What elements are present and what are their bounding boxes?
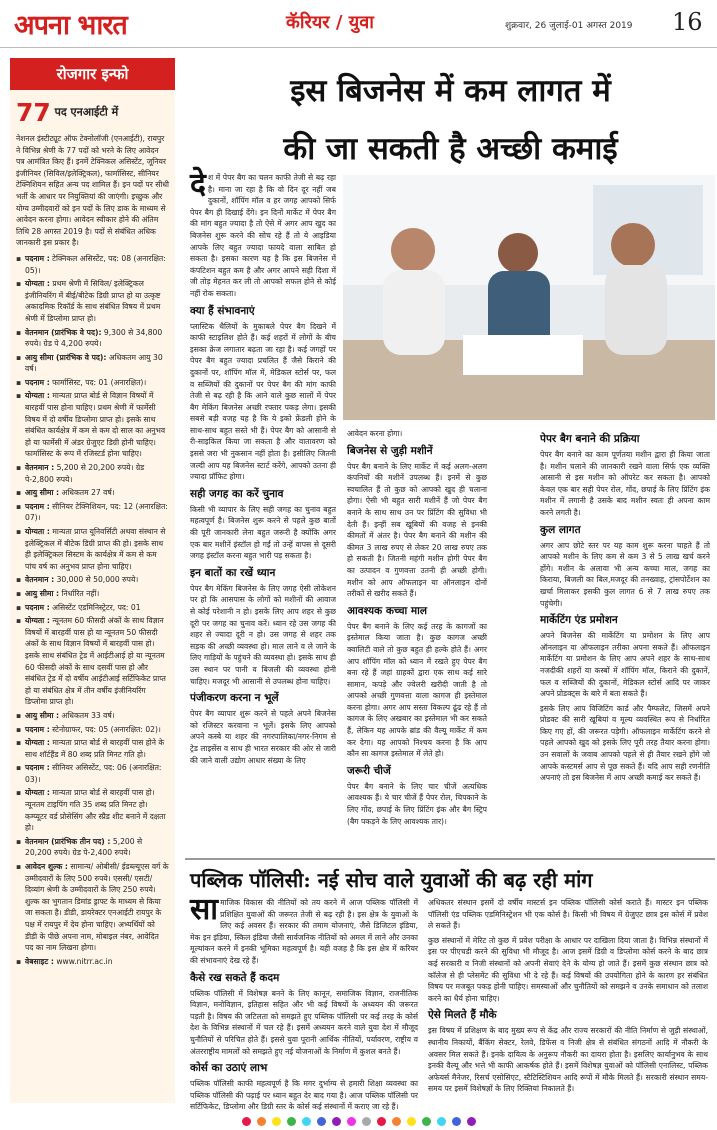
masthead [0, 0, 717, 48]
sidebar-list-item [16, 836, 169, 859]
para-possibilities: प्लास्टिक थैलियों के मुकाबले पेपर बैग दिखने में काफी स्टाइलिश होते हैं। कई शहरों में लोगों के बीच इसका क्रेज लगातार बढ़ता जा रहा है। कई जगहों पर पेपर बैग बहुत ज्यादा प्रचलित हैं जैसे किराने की दुकानों पर, शॉपिंग मॉल में, मेडिकल स्टोर्स पर, फल व सब्जियों की दुकानों पर पेपर बैग की मांग काफी तेजी से बढ़ रही है कि आने वाले कुछ सालों में पेपर बैग मेकिंग बिजनेस अच्छी रफ्तार पकड़ लेगा। इसकी सबसे बड़ी वजह यह है कि ये इको फ्रेंडली होने के साथ-साथ बहुत सस्ते भी हैं। पेपर बैग को आसानी से री-साइकिल किया जा सकता है और वातावरण को इससे जरा भी नुकसान नहीं होता है। इसीलिए जितनी जल्दी आप यह बिजनेस स्टार्ट करेंगे, आपको उतना ही ज्यादा प्रॉफिट होगा। [190, 321, 336, 482]
sidebar-item-value: फार्मासिस्ट, पद: 01 (अनारक्षित)। [52, 377, 147, 387]
para-right-1: अधिकतर संस्थान इसमें दो वर्षीय मास्टर्स इन पब्लिक पॉलिसी कोर्स कराते हैं। मास्टर इन पब्लिक पॉलिसी एंड पब्लिक एडमिनिस्ट्रेशन भी एक कोर्स है। किसी भी विषय में ग्रेजुएट छात्र इस कोर्स में प्रवेश ले सकते हैं। [428, 898, 708, 931]
sidebar-item-key: योग्यता : [25, 788, 50, 798]
subhead-process: पेपर बैग बनाने की प्रक्रिया [540, 433, 640, 445]
sidebar-item-value: मान्यता प्राप्त यूनिवर्सिटी अथवा संस्थान से इलेक्ट्रिकल में बीटेक डिग्री प्राप्त की हो। इसके साथ ही इलेक्ट्रिकल सिस्टम के कार्यक्षेत्र में कम से कम पांच वर्ष का अनुभव प्राप्त होना चाहिए। [25, 527, 166, 571]
color-dots-footer [0, 1112, 717, 1130]
para-care: पेपर बैग मेकिंग बिजनेस के लिए जगह ऐसी लोकेशन पर हो कि आसपास के लोगों को मशीनों की आवाज से कोई परेशानी न हो। इसके लिए आप शहर से कुछ दूरी पर जगह का चुनाव करें। ध्यान रहे उस जगह की शहर से ज्यादा दूरी न हो। उस जगह से शहर तक सड़क की अच्छी व्यवस्था हो। माल लाने व ले जाने के लिए गाड़ियों के पहुंचने की व्यवस्था हो। इसके साथ ही उस स्थान पर पानी व बिजली की व्यवस्था होनी चाहिए। मजदूर भी आसानी से उपलब्ध होना चाहिए। [190, 583, 336, 686]
sidebar-item-key: वेतनमान : [25, 575, 55, 585]
sidebar-list-item [16, 501, 169, 524]
subhead-how-to-start: कैसे रख सकते हैं कदम [190, 971, 280, 984]
sidebar-item-key: आयु सीमा : [25, 588, 60, 598]
sidebar-list-item [16, 253, 169, 276]
page-number: 16 [672, 8, 703, 36]
sidebar-list-item [16, 602, 169, 614]
subhead-essentials: जरूरी चीजें [347, 764, 391, 777]
sidebar-item-key: योग्यता : [25, 391, 50, 401]
sidebar-item-value: मान्यता प्राप्त बोर्ड से विज्ञान विषयों में बारहवीं पास होना चाहिए। प्रथम श्रेणी में फार्मेसी विषय में दो वर्षीय डिप्लोमा प्राप्त हो। इसके साथ संबंधित कार्यक्षेत्र में कम से कम दो साल का अनुभव हो या फार्मेसी में अंडर ग्रेजुएट डिग्री होनी चाहिए। फार्मासिस्ट के रूप में रजिस्टर्ड होना चाहिए। [25, 391, 166, 459]
sidebar-item-key: आयु सीमा : [25, 488, 60, 498]
sidebar-item-key: पदनाम : [25, 602, 50, 612]
color-dot [422, 1117, 431, 1126]
bottom-lead: सा माजिक विकास की नीतियों को तय करने में आज पब्लिक पॉलिसी में प्रशिक्षित युवाओं की जरूरत तेजी से बढ़ रही है। इस क्षेत्र के युवाओं के लिए कई अवसर हैं। सरकार की तमाम योजनाएं, जैसे डिजिटल इंडिया, मेक इन इंडिया, स्किल इंडिया जैसी सार्वजनिक नीतियों को अमल में लाने और उनका मूल्यांकन करने में इनकी भूमिका महत्वपूर्ण है। यही वजह है कि इस क्षेत्र में करियर की संभावनाएं देख रहे हैं। [190, 892, 418, 965]
lead-paragraph: दे श में पेपर बैग का चलन काफी तेजी से बढ़ रहा है। माना जा रहा है कि वो दिन दूर नहीं जब दुकानों, शॉपिंग मॉल व हर जगह आपको सिर्फ पेपर बैग ही दिखाई देंगे। इन दिनों मार्केट में पेपर बैग की मांग बहुत ज्यादा है तो ऐसे में अगर आप खुद का बिजनेस शुरू करने की सोच रहे हैं तो ये आइडिया आपके लिए बहुत ज्यादा फायदे वाला साबित हो सकता है। इसका कारण यह है कि इस बिजनेस में कंपटिशन बहुत कम है और अगर आपने सही दिशा में जी तोड़ मेहनत कर ली तो आपको सफल होने से कोई नहीं रोक सकता। [190, 167, 336, 298]
color-dot [467, 1117, 476, 1126]
sidebar-item-value: 5,200 से 20,200 रुपये। ग्रेड पे-2,800 रुपये। [25, 463, 145, 484]
para-how-to-start: पब्लिक पॉलिसी में विशेषज्ञ बनने के लिए कानून, समाजिक विज्ञान, राजनीतिक विज्ञान, मनोविज्ञान, इतिहास सहित और भी कई विषयों के अध्ययन की जरूरत पड़ती है। विषय की जटिलता को समझते हुए पब्लिक पॉलिसी पर कई तरह के कोर्स देश के विभिन्न संस्थानों में चल रहे हैं। इसमें अध्ययन करने वाले युवा देश में मौजूद चुनौतियों से परिचित होते हैं। इससे युवा पूरानी आर्थिक नीतियों, पर्यावरण, राष्ट्रीय व अंतरराष्ट्रीय मामलों को समझते हुए नई योजनाओं के निर्माण में कुशल बनते हैं। [190, 988, 418, 1056]
sidebar-item-value: 5,200 से 20,200 रुपये। ग्रेड पे-2,400 रुपये। [25, 836, 143, 858]
bottom-column-1 [190, 892, 418, 1112]
subhead-opportunities: ऐसे मिलते हैं मौके [428, 1009, 497, 1022]
job-info-sidebar [10, 58, 175, 1103]
sidebar-list-item [16, 737, 169, 760]
sidebar-intro: नेशनल इंस्टीट्यूट ऑफ टेक्नोलॉजी (एनआईटी), रायपुर ने विभिन्न श्रेणी के 77 पदों को भरने के लिए आवेदन पत्र आमंत्रित किए हैं। इनमें टेक्निकल असिस्टेंट, जूनियर इंजीनियर (सिविल/इलेक्ट्रिकल), फार्मासिस्ट, सीनियर टेक्निशियन सहित अन्य पद शामिल हैं। इन पदों पर सीधी भर्ती के आधार पर नियुक्तियां की जाएंगी। इच्छुक और योग्य उम्मीदवारों को इन पदों के लिए डाक के माध्यम से आवेदन करना होगा। आवेदन स्वीकार होने की अंतिम तिथि 28 अगस्त 2019 है। पदों से संबंधित अधिक जानकारी इस प्रकार है। [16, 134, 170, 248]
sidebar-item-key: योग्यता : [25, 279, 50, 289]
sidebar-list-item [16, 352, 169, 375]
para-opportunities: इस विषय में प्रशिक्षण के बाद मुख्य रूप से केंद्र और राज्य सरकारों की नीति निर्माण से जुड़ी संस्थाओं, स्थानीय निकायों, बैंकिंग सेक्टर, रेलवे, डिफेंस व निजी क्षेत्र से संबंधित संगठनों आदि में नौकरी के अवसर मिल सकते हैं। इनके दायित्व के अनुरूप नौकरी का दायरा होता है। इसलिए कार्यानुभव के साथ इनकी वैल्यू और भत्ते भी काफी आकर्षक होते हैं। इसमें विशेषज्ञ युवाओं को पॉलिसी एनालिस्ट, पब्लिक अफेयर्स मैनेजर, रिसर्च एसोसिएट, स्टैटिस्टिशियन आदि रूपों में मौके मिलते हैं। सरकारी संस्थान समय-समय पर इसमें विशेषज्ञों के लिए रिक्तियां निकालते हैं। [428, 1026, 708, 1094]
section-divider [185, 858, 715, 860]
sidebar-item-key: वेबसाइट : [25, 956, 54, 966]
sidebar-title-text: पद एनआईटी में [54, 105, 119, 119]
sidebar-item-key: आवेदन शुल्क : [25, 862, 68, 872]
sidebar-list-item [16, 710, 169, 722]
bottom-dropcap: सा [190, 892, 219, 927]
sidebar-item-value: 9,300 से 34,800 रुपये। ग्रेड पे 4,200 रुपये। [25, 327, 163, 349]
para-registration: पेपर बैग व्यापार शुरू करने से पहले अपने बिजनेस को रजिस्टर करवाना न भूलें। इसके लिए आपको अपने कस्बे या शहर की नगरपालिका/नगर-निगम से ट्रेड लाइसेंस व साथ ही भारत सरकार की ओर से जारी की जाने वाली उद्योग आधार संख्या के लिए [190, 709, 336, 765]
sidebar-list-item [16, 956, 169, 968]
sidebar-list-item [16, 724, 169, 736]
dropcap: दे [190, 167, 206, 202]
sidebar-list-item [16, 526, 169, 572]
sidebar-item-value: असिस्टेंट एडमिनिस्ट्रेटर, पद: 01 [52, 602, 141, 612]
sidebar-list-item [16, 588, 169, 600]
subhead-marketing: मार्केटिंग एंड प्रमोशन [540, 614, 618, 627]
para-cost: अगर आप छोटे स्तर पर यह काम शुरू करना चाहते हैं तो आपको मशीन के लिए कम से कम 3 से 5 लाख खर्च करने होंगे। मशीन के अलावा भी अन्य कच्चा माल, जगह का किराया, बिजली का बिल,मजदूर की तनख्वाह, ट्रांसपोर्टेशन का खर्चा मिलाकर इसकी कुल लागत 6 से 7 लाख रुपए तक पहुंचेगी। [540, 540, 710, 608]
sidebar-item-key: पदनाम : [25, 377, 50, 387]
sidebar-item-value: सीनियर टेक्निशियन, पद: 12 (अनारक्षित: 07)। [25, 501, 168, 523]
sidebar-list-item [16, 487, 169, 499]
para-right-2: कुछ संस्थानों में मेरिट तो कुछ में प्रवेश परीक्षा के आधार पर दाखिला दिया जाता है। विभिन्न संस्थानों में इस पर पीएचडी करने की सुविधा भी मौजूद है। आज इसमें डिग्री व डिप्लोमा कोर्स करने के बाद छात्र कई सरकारी व निजी संस्थानों को अपनी सेवाएं देने के योग्य हो जाते हैं। इसमें कुछ संस्थान छात्र को कॉलेज से ही प्लेसमेंट की सुविधा भी दे रहे हैं। कई विषयों की उपयोगिता होने के कारण हर संबंधित विषय पर मजबूत पकड़ होनी चाहिए। समस्याओं और चुनौतियों को समझने व उनके समाधान को तलाश करने का धैर्य होना चाहिए। [428, 935, 708, 1003]
color-dot [347, 1117, 356, 1126]
color-dot [452, 1117, 461, 1126]
headline-line-2: की जा सकती है अच्छी कमाई [283, 131, 618, 167]
sidebar-item-key: आयु सीमा (प्रारंभिक वे पद): [25, 352, 107, 362]
sidebar-item-key: योग्यता : [25, 738, 50, 748]
sidebar-title [16, 98, 169, 127]
office-team-photo [343, 175, 715, 420]
subhead-raw-material: आवश्यक कच्चा माल [347, 604, 428, 617]
sidebar-item-value: मान्यता प्राप्त बोर्ड से बारहवीं पास होने के साथ शॉर्टहैंड में 80 शब्द प्रति मिनट गति हो। [25, 738, 165, 759]
sidebar-item-value: टेक्निकल असिस्टेंट, पद: 08 (अनारक्षित: 05)। [25, 253, 166, 275]
sidebar-item-key: आयु सीमा : [25, 710, 60, 720]
color-dot [242, 1117, 251, 1126]
sidebar-item-key: योग्यता : [25, 527, 50, 536]
para-essentials: पेपर बैग बनाने के लिए चार चीजें अत्यधिक आवश्यक हैं। ये चार चीजें हैं पेपर रोल, चिपकाने के लिए गोंद, छपाई के लिए प्रिंटिंग इंक और बैग स्ट्रिप (बैग पकड़ने के लिए आवश्यक तार)। [347, 781, 487, 826]
bottom-headline: पब्लिक पॉलिसी: नई सोच वाले युवाओं की बढ़ रही मांग [190, 868, 593, 892]
article-column-2 [347, 428, 487, 848]
sidebar-item-value: न्यूनतम 60 फीसदी अंकों के साथ विज्ञान विषयों में बारहवीं पास हो या न्यूनतम 50 फीसदी अंकों के साथ विज्ञान विषयों में बारहवीं पास हो। इसके साथ संबंधित ट्रेड में आईटीआई हो या न्यूनतम 60 फीसदी अंकों के साथ दसवीं पास हो और संबंधित ट्रेड में दो वर्षीय आईटीआई सर्टिफिकेट प्राप्त हो या संबंधित क्षेत्र में तीन वर्षीय इंजीनियरिंग डिप्लोमा प्राप्त हो। [25, 616, 166, 707]
para-marketing-1: अपने बिजनेस की मार्केटिंग या प्रमोशन के लिए आप ऑनलाइन या ऑफलाइन तरीका अपना सकते हैं। ऑफलाइन मार्केटिंग या प्रमोशन के लिए आप अपने शहर के साथ-साथ नजदीकी शहरों या कस्बों में शॉपिंग मॉल, किराने की दुकानें, फल व सब्जियों की दुकानों, मेडिकल स्टोर्स आदि पर जाकर अपने प्रोडक्ट्स के बारे में बता सकते हैं। [540, 631, 710, 699]
sidebar-item-key: पदनाम : [25, 763, 50, 773]
sidebar-item-value: प्रथम श्रेणी में सिविल/ इलेक्ट्रिकल इंजीनियरिंग में बीई/बीटेक डिग्री प्राप्त हो या उत्कृष्ट अकादमिक रिकॉर्ड के साथ संबंधित विषय में प्रथम श्रेणी में डिप्लोमा प्राप्त हो। [25, 279, 161, 323]
sidebar-list-item [16, 377, 169, 389]
subhead-registration: पंजीकरण करना न भूलें [190, 692, 279, 705]
issue-date: शुक्रवार, 26 जुलाई-01 अगस्त 2019 [505, 21, 633, 31]
article-column-3 [540, 428, 710, 848]
color-dot [287, 1117, 296, 1126]
sidebar-list-item [16, 762, 169, 785]
color-dot [302, 1117, 311, 1126]
sidebar-list-item [16, 327, 169, 350]
color-dot [437, 1117, 446, 1126]
sidebar-item-value: अधिकतम 33 वर्ष। [61, 710, 115, 720]
subhead-cost: कुल लागत [540, 523, 581, 536]
sidebar-item-key: योग्यता : [25, 616, 50, 626]
article-column-1 [190, 167, 336, 852]
sidebar-header: रोजगार इन्फो [10, 58, 175, 90]
color-dot [272, 1117, 281, 1126]
color-dot [317, 1117, 326, 1126]
sidebar-item-value: 30,000 से 50,000 रुपये। [56, 575, 139, 585]
sidebar-item-value: www.nitrr.ac.in [56, 956, 113, 966]
sidebar-item-value: मान्यता प्राप्त बोर्ड से बारहवीं पास हो। न्यूनतम टाइपिंग गति 35 शब्द प्रति मिनट हो। कम्प्यूटर वर्ड प्रोसेसिंग और स्प्रैड शीट बनाने में दक्षता हो। [25, 788, 166, 833]
sidebar-list-item [16, 278, 169, 324]
subhead-care: इन बातों का रखें ध्यान [190, 566, 276, 579]
sidebar-list-item [16, 390, 169, 460]
subhead-possibilities: क्या हैं संभावनाएं [190, 304, 255, 317]
color-dot [257, 1117, 266, 1126]
sidebar-list-item [16, 462, 169, 485]
sidebar-item-key: वेतनमान : [25, 463, 55, 473]
para-marketing-2: इसके लिए आप विजिटिंग कार्ड और पैम्फलेट, जिसमें अपने प्रोडक्ट की सारी खूबियां व मूल्य व्यवस्थित रूप से निर्धारित किए गए हों, की जरूरत पड़ेगी। ऑफलाइन मार्केटिंग करने से पहले आपको खुद को इसके लिए पूरी तरह तैयार करना होगा। उन सवालों के जवाब आपको पहले से ही तैयार रखने होंगे जो आपके कस्टमर्स आप से पूछ सकते हैं। यदि आप सही रणनीति अपनाएं तो इस बिजनेस में आप अच्छी कमाई कर सकते हैं। [540, 703, 710, 783]
sidebar-item-key: वेतनमान (प्रारंभिक तीन पद) : [25, 836, 111, 846]
headline-line-1: इस बिजनेस में कम लागत में [290, 73, 611, 109]
bottom-column-2 [428, 897, 708, 1112]
color-dot [392, 1117, 401, 1126]
subhead-machines: बिजनेस से जुड़ी मशीनें [347, 444, 433, 457]
color-dot [407, 1117, 416, 1126]
newspaper-brand: अपना भारत [14, 10, 127, 41]
sidebar-item-key: पदनाम : [25, 724, 50, 734]
sidebar-item-value: निर्धारित नहीं। [61, 588, 100, 598]
sidebar-item-value: अधिकतम आयु 30 वर्ष। [25, 352, 163, 374]
sidebar-item-value: सामान्य/ ओबीसी/ ईडब्ल्यूएस वर्ग के उम्मीदवारों के लिए 500 रुपये। एससी/ एसटी/ दिव्यांग श्रेणी के उम्मीदवारों के लिए 250 रुपये। शुल्क का भुगतान डिमांड ड्राफ्ट के माध्यम से किया जा सकता है। डीडी, डायरेक्टर एनआईटी रायपुर के पक्ष में रायपुर में देय होना चाहिए। अभ्यर्थियों को डीडी के पीछे अपना नाम, मोबाइल नंबर, आवेदित पद का नाम लिखना होगा। [25, 862, 169, 953]
sidebar-item-key: वेतनमान (प्रारंभिक वे पद): [25, 327, 102, 337]
para-machines: पेपर बैग बनाने के लिए मार्केट में कई अलग-अलग कंपनियों की मशीनें उपलब्ध हैं। इनमें से कुछ स्वचालित हैं तो कुछ को आपको खुद ही चलाना होगा। ऐसी भी बहुत सारी मशीनें हैं जो पेपर बैग बनाने के साथ साथ उन पर प्रिंटिंग की सुविधा भी देती हैं। इन्हीं सब खूबियों की वजह से इनकी कीमतों में अंतर है। पेपर बैग बनाने की मशीन की कीमत 3 लाख रुपए से लेकर 20 लाख रुपए तक हो सकती है। जितनी महंगी मशीन होगी पेपर बैग का उत्पादन व गुणवत्ता उतनी ही अच्छी होगी। मशीन को आप ऑफलाइन या ऑनलाइन दोनों तरीकों से खरीद सकते हैं। [347, 461, 487, 599]
sidebar-list-item [16, 787, 169, 833]
para-courses: पब्लिक पॉलिसी काफी महत्वपूर्ण है कि मगर दुर्भाग्य से हमारी शिक्षा व्यवस्था का पब्लिक पॉलिसी की पढ़ाई पर ध्यान बहुत देर बाद गया है। आज पब्लिक पॉलिसी पर सर्टिफिकेट, डिप्लोमा और डिग्री स्तर के कोर्स कई संस्थानों में कराए जा रहे हैं। [190, 1079, 418, 1112]
vacancy-count: 77 [16, 98, 51, 127]
sidebar-item-value: अधिकतम 27 वर्ष। [61, 488, 115, 498]
para-raw-material: पेपर बैग बनाने के लिए कई तरह के कागजों का इस्तेमाल किया जाता है। कुछ कागज अच्छी क्वालिटी वाले तो कुछ बहुत ही हल्के होते हैं। अगर आप शॉपिंग मॉल को ध्यान में रखते हुए पेपर बैग बना रहे हैं जहां ग्राहकों द्वारा एक साथ कई सारे सामान, कपड़े और ज्वेलरी खरीदी जाती है तो आपको अच्छी गुणवत्ता वाला कागज ही इस्तेमाल करना होगा। अगर आप सस्ता विकल्प ढूंढ रहे हैं तो कागज के लिए अखबार का इस्तेमाल भी कर सकते हैं, लेकिन यह आपके ब्रांड की वैल्यू मार्केट में कम कर देगा। यह आपको निश्चय करना है कि आप कौन सा कागज इस्तेमाल में लेते हो। [347, 621, 487, 759]
para-continued: आवेदन करना होगा। [347, 429, 403, 438]
para-process: पेपर बैग बनाने का काम पूर्णतया मशीन द्वारा ही किया जाता है। मशीन चलाने की जानकारी रखने वाला सिर्फ एक व्यक्ति आसानी से इस मशीन को ऑपरेट कर सकता है। आपको केवल एक बार सही पेपर रोल, गोंद, छपाई के लिए प्रिंटिंग इंक मशीन में लगानी है उसके बाद मशीन स्वतः ही अपना काम करने लगती है। [540, 450, 710, 517]
para-place: किसी भी व्यापार के लिए सही जगह का चुनाव बहुत महत्वपूर्ण है। बिजनेस शुरू करने से पहले कुछ बातों की पूरी जानकारी लेना बहुत जरूरी है क्योंकि अगर एक बार मशीनें इंस्टॉल हो गईं तो उन्हें वापस से दूसरी जगह इंस्टॉल करना बहुत भारी पड़ सकता है। [190, 504, 336, 561]
main-headline [188, 62, 713, 178]
sidebar-list-item [16, 615, 169, 708]
sidebar-item-value: सीनियर असिस्टेंट, पद: 06 (अनारक्षित: 03)। [25, 763, 162, 784]
color-dot [362, 1117, 371, 1126]
sidebar-list-item [16, 574, 169, 586]
sidebar-item-key: पदनाम : [25, 253, 50, 263]
sidebar-list [16, 253, 169, 967]
section-name: कॅरियर / युवा [286, 12, 374, 33]
color-dot [377, 1117, 386, 1126]
sidebar-list-item [16, 861, 169, 954]
subhead-courses: कोर्स का उठाएं लाभ [190, 1062, 268, 1075]
color-dot [332, 1117, 341, 1126]
sidebar-item-key: पदनाम : [25, 501, 50, 511]
sidebar-item-value: स्टेनोग्राफर, पद: 05 (अनारक्षित: 02)। [52, 724, 161, 734]
subhead-place: सही जगह का करें चुनाव [190, 487, 284, 500]
